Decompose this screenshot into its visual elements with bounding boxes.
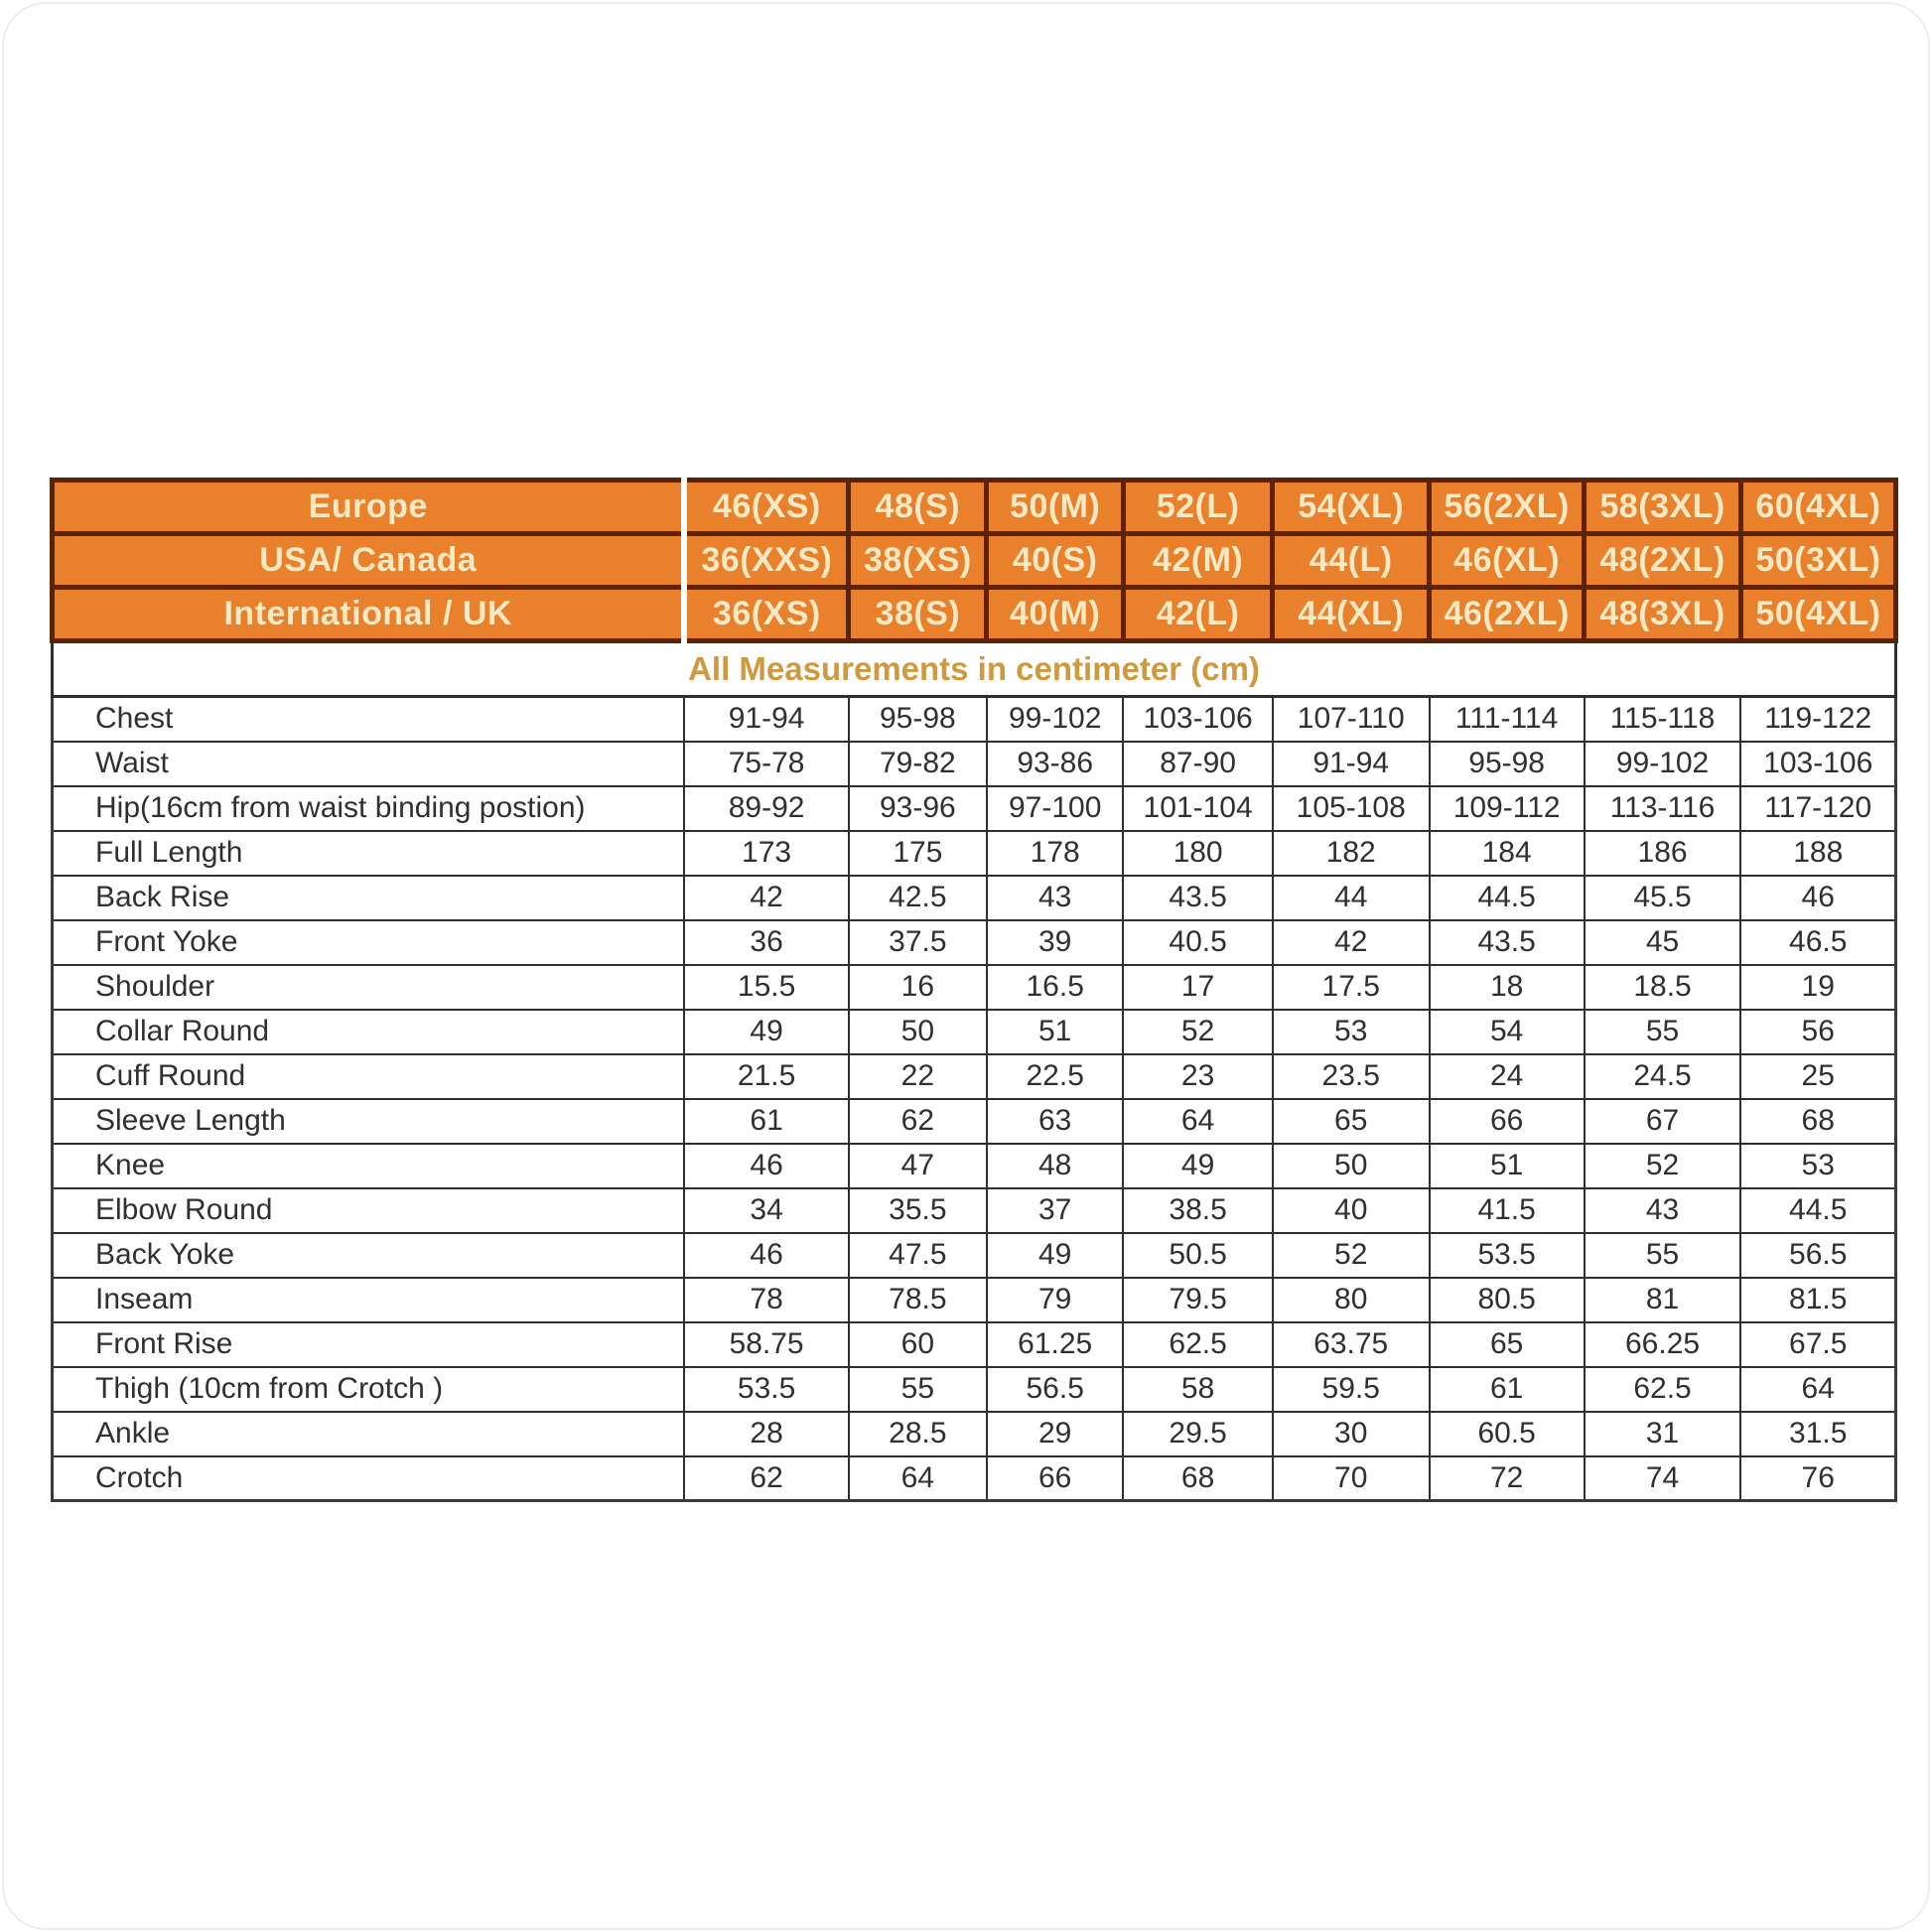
measurement-label: Waist [53,742,685,786]
measurement-value-cell: 41.5 [1430,1188,1585,1233]
measurement-label: Hip(16cm from waist binding postion) [53,786,685,831]
measurement-value-cell: 79 [987,1278,1123,1322]
measurement-row [53,920,1896,965]
measurement-value-cell: 66.25 [1585,1322,1741,1367]
measurement-value-cell: 75-78 [684,742,848,786]
measurement-value-cell: 64 [1740,1367,1895,1412]
measurement-value-cell: 43 [1585,1188,1741,1233]
measurement-value-cell: 37 [987,1188,1123,1233]
measurement-value-cell: 46 [684,1144,848,1188]
measurement-value-cell: 68 [1123,1456,1272,1501]
size-cell: 46(XL) [1430,534,1585,588]
measurement-value-cell: 103-106 [1123,697,1272,742]
measurement-value-cell: 72 [1430,1456,1585,1501]
measurement-value-cell: 68 [1740,1099,1895,1144]
measurement-value-cell: 48 [987,1144,1123,1188]
measurement-value-cell: 59.5 [1273,1367,1430,1412]
measurement-label: Shoulder [53,965,685,1010]
measurement-value-cell: 61.25 [987,1322,1123,1367]
measurement-value-cell: 43 [987,876,1123,920]
measurement-value-cell: 79.5 [1123,1278,1272,1322]
measurement-value-cell: 60 [849,1322,987,1367]
measurement-value-cell: 53.5 [1430,1233,1585,1278]
measurement-row [53,1233,1896,1278]
measurement-value-cell: 186 [1585,831,1741,876]
measurement-value-cell: 43.5 [1123,876,1272,920]
measurement-row [53,1188,1896,1233]
measurement-value-cell: 16 [849,965,987,1010]
measurement-value-cell: 49 [987,1233,1123,1278]
measurement-value-cell: 180 [1123,831,1272,876]
size-cell: 50(4XL) [1740,588,1895,641]
size-system-label: International / UK [53,588,685,641]
measurement-value-cell: 60.5 [1430,1412,1585,1456]
measurement-row [53,697,1896,742]
measurement-value-cell: 43.5 [1430,920,1585,965]
measurement-value-cell: 56 [1740,1010,1895,1054]
size-cell: 42(L) [1123,588,1272,641]
measurement-value-cell: 67.5 [1740,1322,1895,1367]
size-cell: 54(XL) [1273,481,1430,534]
measurement-value-cell: 28 [684,1412,848,1456]
measurement-value-cell: 65 [1430,1322,1585,1367]
measurement-value-cell: 53 [1740,1144,1895,1188]
measurement-value-cell: 29.5 [1123,1412,1272,1456]
measurement-value-cell: 99-102 [987,697,1123,742]
size-system-header [53,481,1896,641]
measurement-value-cell: 67 [1585,1099,1741,1144]
measurement-value-cell: 89-92 [684,786,848,831]
measurement-value-cell: 78.5 [849,1278,987,1322]
measurement-value-cell: 21.5 [684,1054,848,1099]
measurement-value-cell: 29 [987,1412,1123,1456]
measurement-value-cell: 63.75 [1273,1322,1430,1367]
measurement-value-cell: 46.5 [1740,920,1895,965]
size-system-row [53,534,1896,588]
measurement-value-cell: 24.5 [1585,1054,1741,1099]
measurement-value-cell: 80.5 [1430,1278,1585,1322]
measurement-value-cell: 113-116 [1585,786,1741,831]
measurement-row [53,1412,1896,1456]
measurement-value-cell: 93-86 [987,742,1123,786]
measurement-value-cell: 81.5 [1740,1278,1895,1322]
size-cell: 36(XXS) [684,534,848,588]
measurement-label: Cuff Round [53,1054,685,1099]
measurement-value-cell: 34 [684,1188,848,1233]
measurement-value-cell: 42 [684,876,848,920]
size-cell: 48(2XL) [1585,534,1741,588]
size-system-label: Europe [53,481,685,534]
measurement-value-cell: 53.5 [684,1367,848,1412]
measurement-value-cell: 56.5 [1740,1233,1895,1278]
measurement-value-cell: 17.5 [1273,965,1430,1010]
measurement-value-cell: 25 [1740,1054,1895,1099]
size-cell: 44(L) [1273,534,1430,588]
measurement-label: Ankle [53,1412,685,1456]
measurement-value-cell: 54 [1430,1010,1585,1054]
measurement-value-cell: 30 [1273,1412,1430,1456]
measurement-value-cell: 61 [684,1099,848,1144]
measurement-value-cell: 44.5 [1430,876,1585,920]
measurement-body [53,641,1896,1501]
size-cell: 40(S) [987,534,1123,588]
measurement-value-cell: 173 [684,831,848,876]
measurement-value-cell: 66 [1430,1099,1585,1144]
measurement-value-cell: 91-94 [1273,742,1430,786]
measurement-label: Inseam [53,1278,685,1322]
measurement-value-cell: 50 [849,1010,987,1054]
measurement-value-cell: 45 [1585,920,1741,965]
measurement-value-cell: 28.5 [849,1412,987,1456]
measurement-value-cell: 37.5 [849,920,987,965]
measurement-label: Thigh (10cm from Crotch ) [53,1367,685,1412]
measurement-value-cell: 42 [1273,920,1430,965]
measurement-value-cell: 87-90 [1123,742,1272,786]
measurement-value-cell: 52 [1273,1233,1430,1278]
measurement-row [53,1099,1896,1144]
measurement-value-cell: 53 [1273,1010,1430,1054]
measurement-value-cell: 31.5 [1740,1412,1895,1456]
measurement-value-cell: 55 [849,1367,987,1412]
size-cell: 48(S) [849,481,987,534]
measurement-value-cell: 24 [1430,1054,1585,1099]
measurement-value-cell: 40.5 [1123,920,1272,965]
measurement-value-cell: 45.5 [1585,876,1741,920]
measurement-value-cell: 36 [684,920,848,965]
measurement-value-cell: 19 [1740,965,1895,1010]
measurement-value-cell: 62 [849,1099,987,1144]
measurement-value-cell: 58.75 [684,1322,848,1367]
measurement-value-cell: 56.5 [987,1367,1123,1412]
size-system-label: USA/ Canada [53,534,685,588]
measurement-label: Back Rise [53,876,685,920]
measurement-value-cell: 22 [849,1054,987,1099]
measurement-value-cell: 115-118 [1585,697,1741,742]
measurement-value-cell: 42.5 [849,876,987,920]
measurement-value-cell: 119-122 [1740,697,1895,742]
measurement-row [53,876,1896,920]
measurement-label: Back Yoke [53,1233,685,1278]
size-cell: 50(3XL) [1740,534,1895,588]
measurement-value-cell: 93-96 [849,786,987,831]
measurement-label: Crotch [53,1456,685,1501]
measurement-value-cell: 97-100 [987,786,1123,831]
measurement-value-cell: 50.5 [1123,1233,1272,1278]
measurement-value-cell: 78 [684,1278,848,1322]
measurement-label: Collar Round [53,1010,685,1054]
size-cell: 40(M) [987,588,1123,641]
measurement-value-cell: 66 [987,1456,1123,1501]
measurement-value-cell: 18.5 [1585,965,1741,1010]
measurement-value-cell: 50 [1273,1144,1430,1188]
measurement-label: Front Yoke [53,920,685,965]
measurement-value-cell: 178 [987,831,1123,876]
measurement-value-cell: 62.5 [1585,1367,1741,1412]
measurement-value-cell: 44.5 [1740,1188,1895,1233]
measurement-unit-note: All Measurements in centimeter (cm) [53,641,1896,697]
size-cell: 52(L) [1123,481,1272,534]
size-cell: 50(M) [987,481,1123,534]
measurement-label: Knee [53,1144,685,1188]
measurement-value-cell: 182 [1273,831,1430,876]
measurement-value-cell: 17 [1123,965,1272,1010]
size-cell: 38(XS) [849,534,987,588]
measurement-value-cell: 107-110 [1273,697,1430,742]
measurement-value-cell: 91-94 [684,697,848,742]
measurement-value-cell: 63 [987,1099,1123,1144]
size-system-row [53,481,1896,534]
measurement-value-cell: 109-112 [1430,786,1585,831]
size-cell: 60(4XL) [1740,481,1895,534]
measurement-value-cell: 184 [1430,831,1585,876]
measurement-label: Elbow Round [53,1188,685,1233]
measurement-value-cell: 61 [1430,1367,1585,1412]
measurement-label: Sleeve Length [53,1099,685,1144]
measurement-value-cell: 95-98 [849,697,987,742]
measurement-value-cell: 79-82 [849,742,987,786]
measurement-value-cell: 74 [1585,1456,1741,1501]
measurement-value-cell: 51 [1430,1144,1585,1188]
measurement-value-cell: 39 [987,920,1123,965]
measurement-value-cell: 15.5 [684,965,848,1010]
measurement-value-cell: 103-106 [1740,742,1895,786]
measurement-row [53,831,1896,876]
measurement-value-cell: 64 [849,1456,987,1501]
measurement-value-cell: 80 [1273,1278,1430,1322]
measurement-value-cell: 55 [1585,1010,1741,1054]
measurement-value-cell: 76 [1740,1456,1895,1501]
measurement-row [53,1278,1896,1322]
measurement-value-cell: 40 [1273,1188,1430,1233]
measurement-value-cell: 188 [1740,831,1895,876]
measurement-value-cell: 105-108 [1273,786,1430,831]
measurement-value-cell: 62.5 [1123,1322,1272,1367]
note-row [53,641,1896,697]
measurement-value-cell: 46 [684,1233,848,1278]
measurement-label: Chest [53,697,685,742]
measurement-label: Full Length [53,831,685,876]
size-system-row [53,588,1896,641]
measurement-row [53,1322,1896,1367]
measurement-value-cell: 55 [1585,1233,1741,1278]
measurement-row [53,1010,1896,1054]
measurement-row [53,1054,1896,1099]
measurement-row [53,1456,1896,1501]
size-cell: 58(3XL) [1585,481,1741,534]
measurement-value-cell: 47.5 [849,1233,987,1278]
size-cell: 44(XL) [1273,588,1430,641]
measurement-value-cell: 58 [1123,1367,1272,1412]
measurement-value-cell: 101-104 [1123,786,1272,831]
measurement-row [53,742,1896,786]
measurement-row [53,1367,1896,1412]
measurement-value-cell: 52 [1123,1010,1272,1054]
measurement-value-cell: 16.5 [987,965,1123,1010]
measurement-value-cell: 23.5 [1273,1054,1430,1099]
measurement-value-cell: 18 [1430,965,1585,1010]
measurement-value-cell: 95-98 [1430,742,1585,786]
measurement-value-cell: 31 [1585,1412,1741,1456]
measurement-row [53,1144,1896,1188]
measurement-value-cell: 70 [1273,1456,1430,1501]
measurement-value-cell: 99-102 [1585,742,1741,786]
measurement-value-cell: 51 [987,1010,1123,1054]
measurement-value-cell: 47 [849,1144,987,1188]
measurement-value-cell: 65 [1273,1099,1430,1144]
measurement-label: Front Rise [53,1322,685,1367]
size-cell: 56(2XL) [1430,481,1585,534]
size-cell: 36(XS) [684,588,848,641]
measurement-value-cell: 111-114 [1430,697,1585,742]
size-cell: 46(XS) [684,481,848,534]
measurement-value-cell: 49 [684,1010,848,1054]
measurement-value-cell: 49 [1123,1144,1272,1188]
size-cell: 38(S) [849,588,987,641]
measurement-value-cell: 44 [1273,876,1430,920]
measurement-value-cell: 23 [1123,1054,1272,1099]
size-cell: 48(3XL) [1585,588,1741,641]
size-cell: 42(M) [1123,534,1272,588]
measurement-value-cell: 64 [1123,1099,1272,1144]
measurement-value-cell: 46 [1740,876,1895,920]
measurement-row [53,786,1896,831]
measurement-value-cell: 38.5 [1123,1188,1272,1233]
measurement-value-cell: 52 [1585,1144,1741,1188]
measurement-row [53,965,1896,1010]
measurement-value-cell: 62 [684,1456,848,1501]
size-cell: 46(2XL) [1430,588,1585,641]
measurement-value-cell: 35.5 [849,1188,987,1233]
measurement-value-cell: 22.5 [987,1054,1123,1099]
measurement-value-cell: 81 [1585,1278,1741,1322]
measurement-value-cell: 117-120 [1740,786,1895,831]
size-chart-table [50,478,1898,1502]
measurement-value-cell: 175 [849,831,987,876]
